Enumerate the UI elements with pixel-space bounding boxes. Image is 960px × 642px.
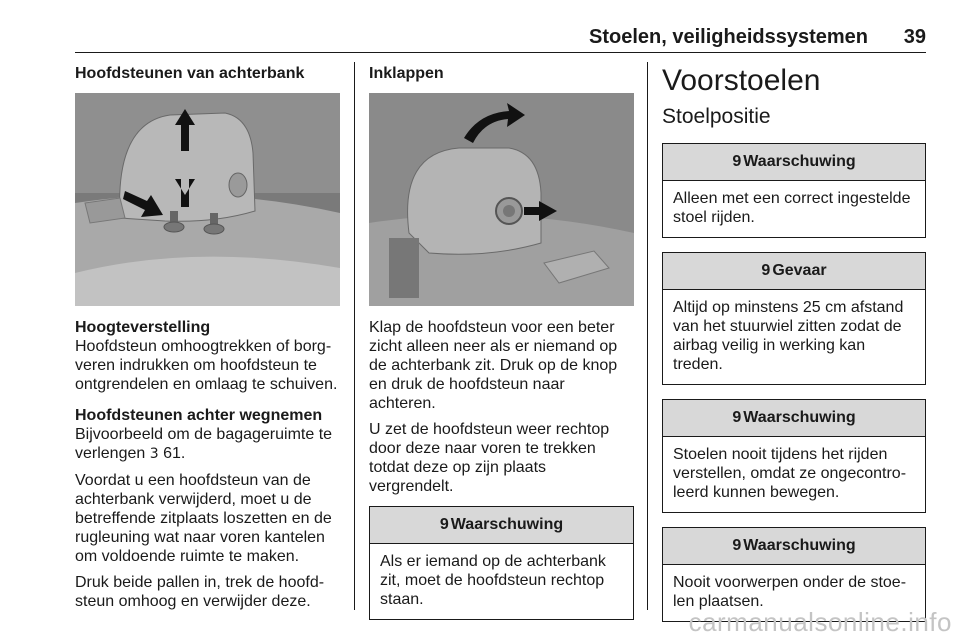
page-header <box>75 26 926 48</box>
text-height-adjustment: Hoofdsteun omhoogtrekken of borg-veren indrukken om hoofdsteun te ontgrendelen en omlaag te schuiven. <box>75 338 338 393</box>
warning-box-header <box>663 528 925 565</box>
warning-box-fold <box>369 506 634 620</box>
warning-box-1 <box>662 143 926 238</box>
column-divider-2 <box>647 62 648 610</box>
subsection-heading-seat-position: Stoelpositie <box>662 105 771 128</box>
arrow-reference-icon: 3 <box>149 446 159 462</box>
warning-box-2 <box>662 399 926 513</box>
text-remove-steps: Druk beide pallen in, trek de hoofd-steun omhoog en verwijder deze. <box>75 574 325 610</box>
warning-triangle-icon: 9 <box>732 153 742 170</box>
column-fold-down <box>369 64 634 634</box>
rear-headrest-image <box>75 93 340 306</box>
warning-box-text: Alleen met een correct ingestelde stoel rijden. <box>673 190 911 226</box>
section-title-rear-headrests: Hoofdsteunen van achterbank <box>75 65 305 82</box>
warning-triangle-icon: 9 <box>732 537 742 554</box>
header-divider <box>75 52 926 53</box>
warning-box-title: Waarschuwing <box>743 153 856 170</box>
warning-box-header <box>663 400 925 437</box>
watermark-text: carmanualsonline.info <box>688 607 952 637</box>
text-remove-intro: Bijvoorbeeld om de bagageruimte te verlengen <box>75 426 333 462</box>
danger-box-title: Gevaar <box>772 262 827 279</box>
warning-box-text: Nooit voorwerpen onder de stoe-len plaatsen. <box>673 574 907 610</box>
page-reference: 61. <box>163 445 186 462</box>
text-fold-instructions: Klap de hoofdsteun voor een beter zicht alleen neer als er niemand op de achterbank zit. Druk op de knop en druk de hoofdsteun naar achteren. <box>369 319 618 412</box>
text-fold-upright: U zet de hoofdsteun weer rechtop door deze naar voren te trekken totdat deze op zijn plaats vergrendelt. <box>369 421 610 495</box>
warning-box-title: Waarschuwing <box>743 409 856 426</box>
column-rear-headrests <box>75 64 340 618</box>
danger-box <box>662 252 926 385</box>
rear-headrest-illustration <box>75 93 340 306</box>
column-divider-1 <box>354 62 355 610</box>
text-remove-procedure: Voordat u een hoofdsteun van de achterbank verwijderd, moet u de betreffende zitplaats loszetten en de rugleuning wat naar voren kantelen om voldoende ruimte te maken. <box>75 472 332 565</box>
page-number: 39 <box>903 26 926 48</box>
text-remove-headrests <box>75 425 340 464</box>
heading-remove-headrests: Hoofdsteunen achter wegnemen <box>75 407 323 424</box>
fold-headrest-image <box>369 93 634 306</box>
section-heading-front-seats: Voorstoelen <box>662 64 821 97</box>
section-title-fold-down: Inklappen <box>369 65 444 82</box>
warning-box-title: Waarschuwing <box>743 537 856 554</box>
column-front-seats <box>662 64 926 636</box>
warning-box-header <box>663 144 925 181</box>
chapter-title: Stoelen, veiligheidssystemen <box>589 26 868 48</box>
warning-box-header <box>370 507 633 544</box>
warning-box-title: Waarschuwing <box>450 516 564 533</box>
warning-box-text: Stoelen nooit tijdens het rijden verstellen, omdat ze ongecontro-leerd kunnen bewegen. <box>673 446 907 501</box>
fold-headrest-illustration <box>369 93 634 306</box>
warning-triangle-icon: 9 <box>761 262 771 279</box>
heading-height-adjustment: Hoogteverstelling <box>75 319 211 336</box>
danger-box-text: Altijd op minstens 25 cm afstand van het stuurwiel zitten zodat de airbag veilig in werking kan treden. <box>673 299 904 373</box>
warning-triangle-icon: 9 <box>439 516 449 533</box>
danger-box-header <box>663 253 925 290</box>
warning-triangle-icon: 9 <box>732 409 742 426</box>
warning-box-text: Als er iemand op de achterbank zit, moet de hoofdsteun rechtop staan. <box>380 553 606 608</box>
